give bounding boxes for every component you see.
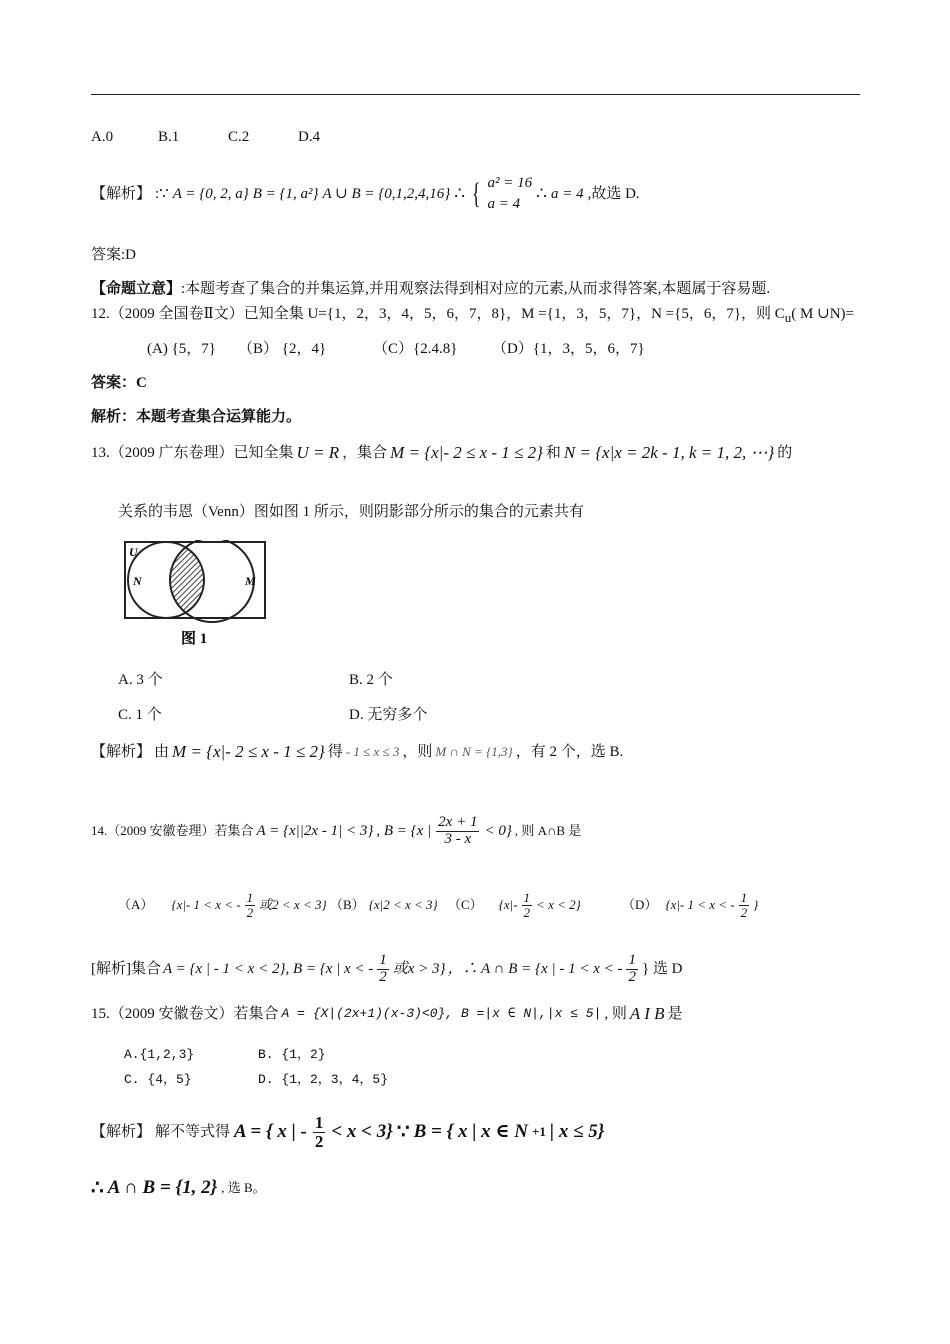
denominator: 3 - x xyxy=(444,830,472,847)
venn-label-m: M xyxy=(245,574,256,588)
q14-analysis xyxy=(91,947,683,991)
q12-analysis: 解析：本题考查集合运算能力。 xyxy=(91,409,302,425)
q15-final-expr: A ∩ B = {1, 2} xyxy=(107,1176,218,1198)
numerator: 1 xyxy=(314,1112,324,1132)
intersection-expr: M ∩ N = {1,3} xyxy=(435,744,513,760)
q15-then: , 则 xyxy=(604,1006,627,1023)
option-expr-right: < x < 2} xyxy=(536,897,581,913)
q12-stem xyxy=(91,305,854,326)
range-expr: - 1 ≤ x ≤ 3 xyxy=(345,744,400,760)
q13-analysis xyxy=(91,742,623,762)
q11-answer: 答案:D xyxy=(91,247,137,263)
q14-stem-prefix: 14.（2009 安徽卷理）若集合 xyxy=(91,823,254,839)
q14-analysis-a: A = {x | - 1 < x < 2}, B = {x | x < - xyxy=(163,961,374,977)
venn-label-n: N xyxy=(133,574,142,588)
q11-option-d: D.4 xyxy=(298,129,321,145)
q15-set-expr: A = {X|(2x+1)(x-3)<0}, B =|x ∈ N|,|x ≤ 5| xyxy=(281,1006,602,1022)
numerator: 1 xyxy=(740,889,748,905)
venn-label-u: U xyxy=(129,545,138,559)
union-expr: A ∪ B = {0,1,2,4,16} xyxy=(322,186,451,202)
q15-analysis-b: B = { x | x ∈ N xyxy=(413,1120,528,1142)
system-line-1: a² = 16 xyxy=(487,175,533,191)
q15-option-c: C. {4，5} xyxy=(124,1072,192,1087)
analysis-m-expr: M = {x|- 2 ≤ x - 1 ≤ 2} xyxy=(172,742,325,761)
q14-analysis-fraction-2 xyxy=(626,953,638,986)
q15-option-d: D. {1，2，3，4，5} xyxy=(258,1072,389,1087)
q13-stem xyxy=(91,443,792,463)
option-label: （A） xyxy=(118,897,154,913)
q14-analysis-fraction xyxy=(377,953,389,986)
q13-get: 得 xyxy=(327,744,343,761)
q13-from: 由 xyxy=(154,744,170,761)
analysis-tag: 【解析】 xyxy=(91,1124,152,1140)
option-expr-left: {x|- 1 < x < - xyxy=(171,897,241,913)
denominator: 2 xyxy=(246,904,254,920)
q12-answer: 答案：C xyxy=(91,375,147,391)
option-fraction xyxy=(522,891,533,919)
q14-analysis-b-end: 或x > 3} xyxy=(392,961,446,977)
q13-set-word: ，集合 xyxy=(342,445,388,462)
q14-stem xyxy=(91,806,581,856)
q15-final xyxy=(91,1176,266,1200)
q11-option-a: A.0 xyxy=(91,129,114,145)
numerator: 2x + 1 xyxy=(438,813,478,830)
set-a-expr: A = {0, 2, a} xyxy=(172,186,249,202)
q15-final-end: , 选 B。 xyxy=(221,1180,266,1196)
denominator: 2 xyxy=(314,1131,324,1151)
u-eq-r-expr: U = R xyxy=(296,443,340,462)
q13-option-d: D. 无穷多个 xyxy=(349,707,428,723)
system-brace: { xyxy=(471,177,481,210)
therefore-symbol: ∴ xyxy=(454,183,466,203)
q13-then: ，则 xyxy=(402,744,433,761)
intent-text: :本题考查了集合的并集运算,并用观察法得到相对应的元素,从而求得答案,本题属于容易题. xyxy=(181,281,771,297)
q13-and: 和 xyxy=(545,445,561,462)
q14-set-a: A = {x||2x - 1| < 3} xyxy=(256,823,374,839)
numerator: 1 xyxy=(379,951,387,968)
q15-analysis xyxy=(91,1108,604,1156)
q13-stem-line2: 关系的韦恩（Venn）图如图 1 所示，则阴影部分所示的集合的元素共有 xyxy=(118,504,584,520)
q14-option-b xyxy=(330,883,438,927)
q12-option-a: (A) {5，7} xyxy=(147,341,216,357)
because-symbol: ∵ xyxy=(396,1121,410,1143)
q13-analysis-end: ，有 2 个，选 B. xyxy=(515,744,624,761)
q11-option-c: C.2 xyxy=(228,129,250,145)
equation-system xyxy=(488,173,533,215)
q15-stem-prefix: 15.（2009 安徽卷文）若集合 xyxy=(91,1006,279,1023)
q12-option-b: （B） {2，4} xyxy=(238,341,327,357)
option-label: （B） xyxy=(330,897,365,913)
q15-stem xyxy=(91,1004,683,1024)
system-line-2: a = 4 xyxy=(487,196,521,212)
option-expr: {x|2 < x < 3} xyxy=(368,897,438,913)
q14-analysis-mid: ，∴ A ∩ B = {x | - 1 < x < - xyxy=(447,961,623,977)
option-label: （C） xyxy=(448,897,483,913)
q13-option-c: C. 1 个 xyxy=(118,707,162,723)
because-symbol: :∵ xyxy=(155,186,169,202)
numerator: 1 xyxy=(246,889,254,905)
numerator: 1 xyxy=(523,889,531,905)
venn-diagram xyxy=(123,540,283,650)
q15-analysis-a-right: < x < 3} xyxy=(331,1120,393,1142)
denominator: 2 xyxy=(379,968,387,985)
q11-analysis xyxy=(91,168,640,220)
q15-option-a: A.{1,2,3} xyxy=(124,1047,195,1062)
q11-option-b: B.1 xyxy=(158,129,180,145)
header-rule xyxy=(91,94,860,95)
q15-stem-end: 是 xyxy=(667,1006,683,1023)
q15-analysis-b-end: | x ≤ 5} xyxy=(549,1120,605,1142)
q13-option-a: A. 3 个 xyxy=(118,672,163,688)
q12-stem-sub: u xyxy=(784,310,792,325)
q11-intent xyxy=(91,280,770,298)
q12-stem-text: 12.（2009 全国卷Ⅱ文）已知全集 U={1，2，3，4，5，6，7，8}，M ={1，3，5，7}，N ={5，6，7}，则 C xyxy=(91,306,785,322)
numerator: 1 xyxy=(628,951,636,968)
set-b-expr: B = {1, a²} xyxy=(252,186,319,202)
figure-caption: 图 1 xyxy=(181,631,208,647)
set-m-expr: M = {x|- 2 ≤ x - 1 ≤ 2} xyxy=(390,443,543,462)
q15-analysis-text: 解不等式得 xyxy=(155,1124,231,1140)
option-expr-left: {x|- xyxy=(498,897,518,913)
q13-stem-prefix: 13.（2009 广东卷理）已知全集 xyxy=(91,445,294,462)
q14-option-c xyxy=(448,883,581,927)
q15-analysis-b-sub: +1 xyxy=(531,1124,546,1140)
q12-stem-end: ( M ∪N)= xyxy=(791,306,854,322)
intent-tag: 【命题立意】 xyxy=(91,281,182,297)
option-expr-left: {x|- 1 < x < - xyxy=(665,897,735,913)
therefore-symbol-2: ∴ xyxy=(536,183,547,203)
q12-option-c: （C）{2.4.8} xyxy=(373,341,458,357)
q14-set-b-fraction xyxy=(436,815,479,848)
denominator: 2 xyxy=(740,904,748,920)
q15-inter-expr: A I B xyxy=(629,1004,665,1023)
conclusion-text: ,故选 D. xyxy=(587,186,640,202)
q13-of: 的 xyxy=(777,445,793,462)
set-n-expr: N = {x|x = 2k - 1, k = 1, 2, ⋯} xyxy=(563,443,775,462)
option-fraction xyxy=(739,891,750,919)
q14-analysis-end: } 选 D xyxy=(641,961,683,977)
q14-set-b-left: , B = {x | xyxy=(376,823,432,839)
therefore-symbol: ∴ xyxy=(91,1177,104,1199)
result-expr: a = 4 xyxy=(550,186,584,202)
option-expr-right: } xyxy=(753,897,759,913)
option-label: （D） xyxy=(622,897,658,913)
option-fraction xyxy=(245,891,256,919)
q14-option-a xyxy=(118,883,327,927)
q12-option-d: （D）{1，3，5，6，7} xyxy=(492,341,645,357)
analysis-tag: 【解析】 xyxy=(91,186,152,202)
q14-set-b-right: < 0} xyxy=(484,823,512,839)
q14-analysis-prefix: [解析]集合 xyxy=(91,961,161,977)
option-expr-right: 或2 < x < 3} xyxy=(259,897,327,913)
analysis-tag: 【解析】 xyxy=(91,744,152,761)
q15-analysis-fraction xyxy=(313,1114,326,1151)
q14-option-d xyxy=(622,883,758,927)
q15-analysis-a-left: A = { x | - xyxy=(234,1120,307,1142)
q13-option-b: B. 2 个 xyxy=(349,672,393,688)
q15-option-b: B. {1，2} xyxy=(258,1047,326,1062)
q14-stem-end: , 则 A∩B 是 xyxy=(514,823,582,839)
denominator: 2 xyxy=(628,968,636,985)
denominator: 2 xyxy=(523,904,531,920)
